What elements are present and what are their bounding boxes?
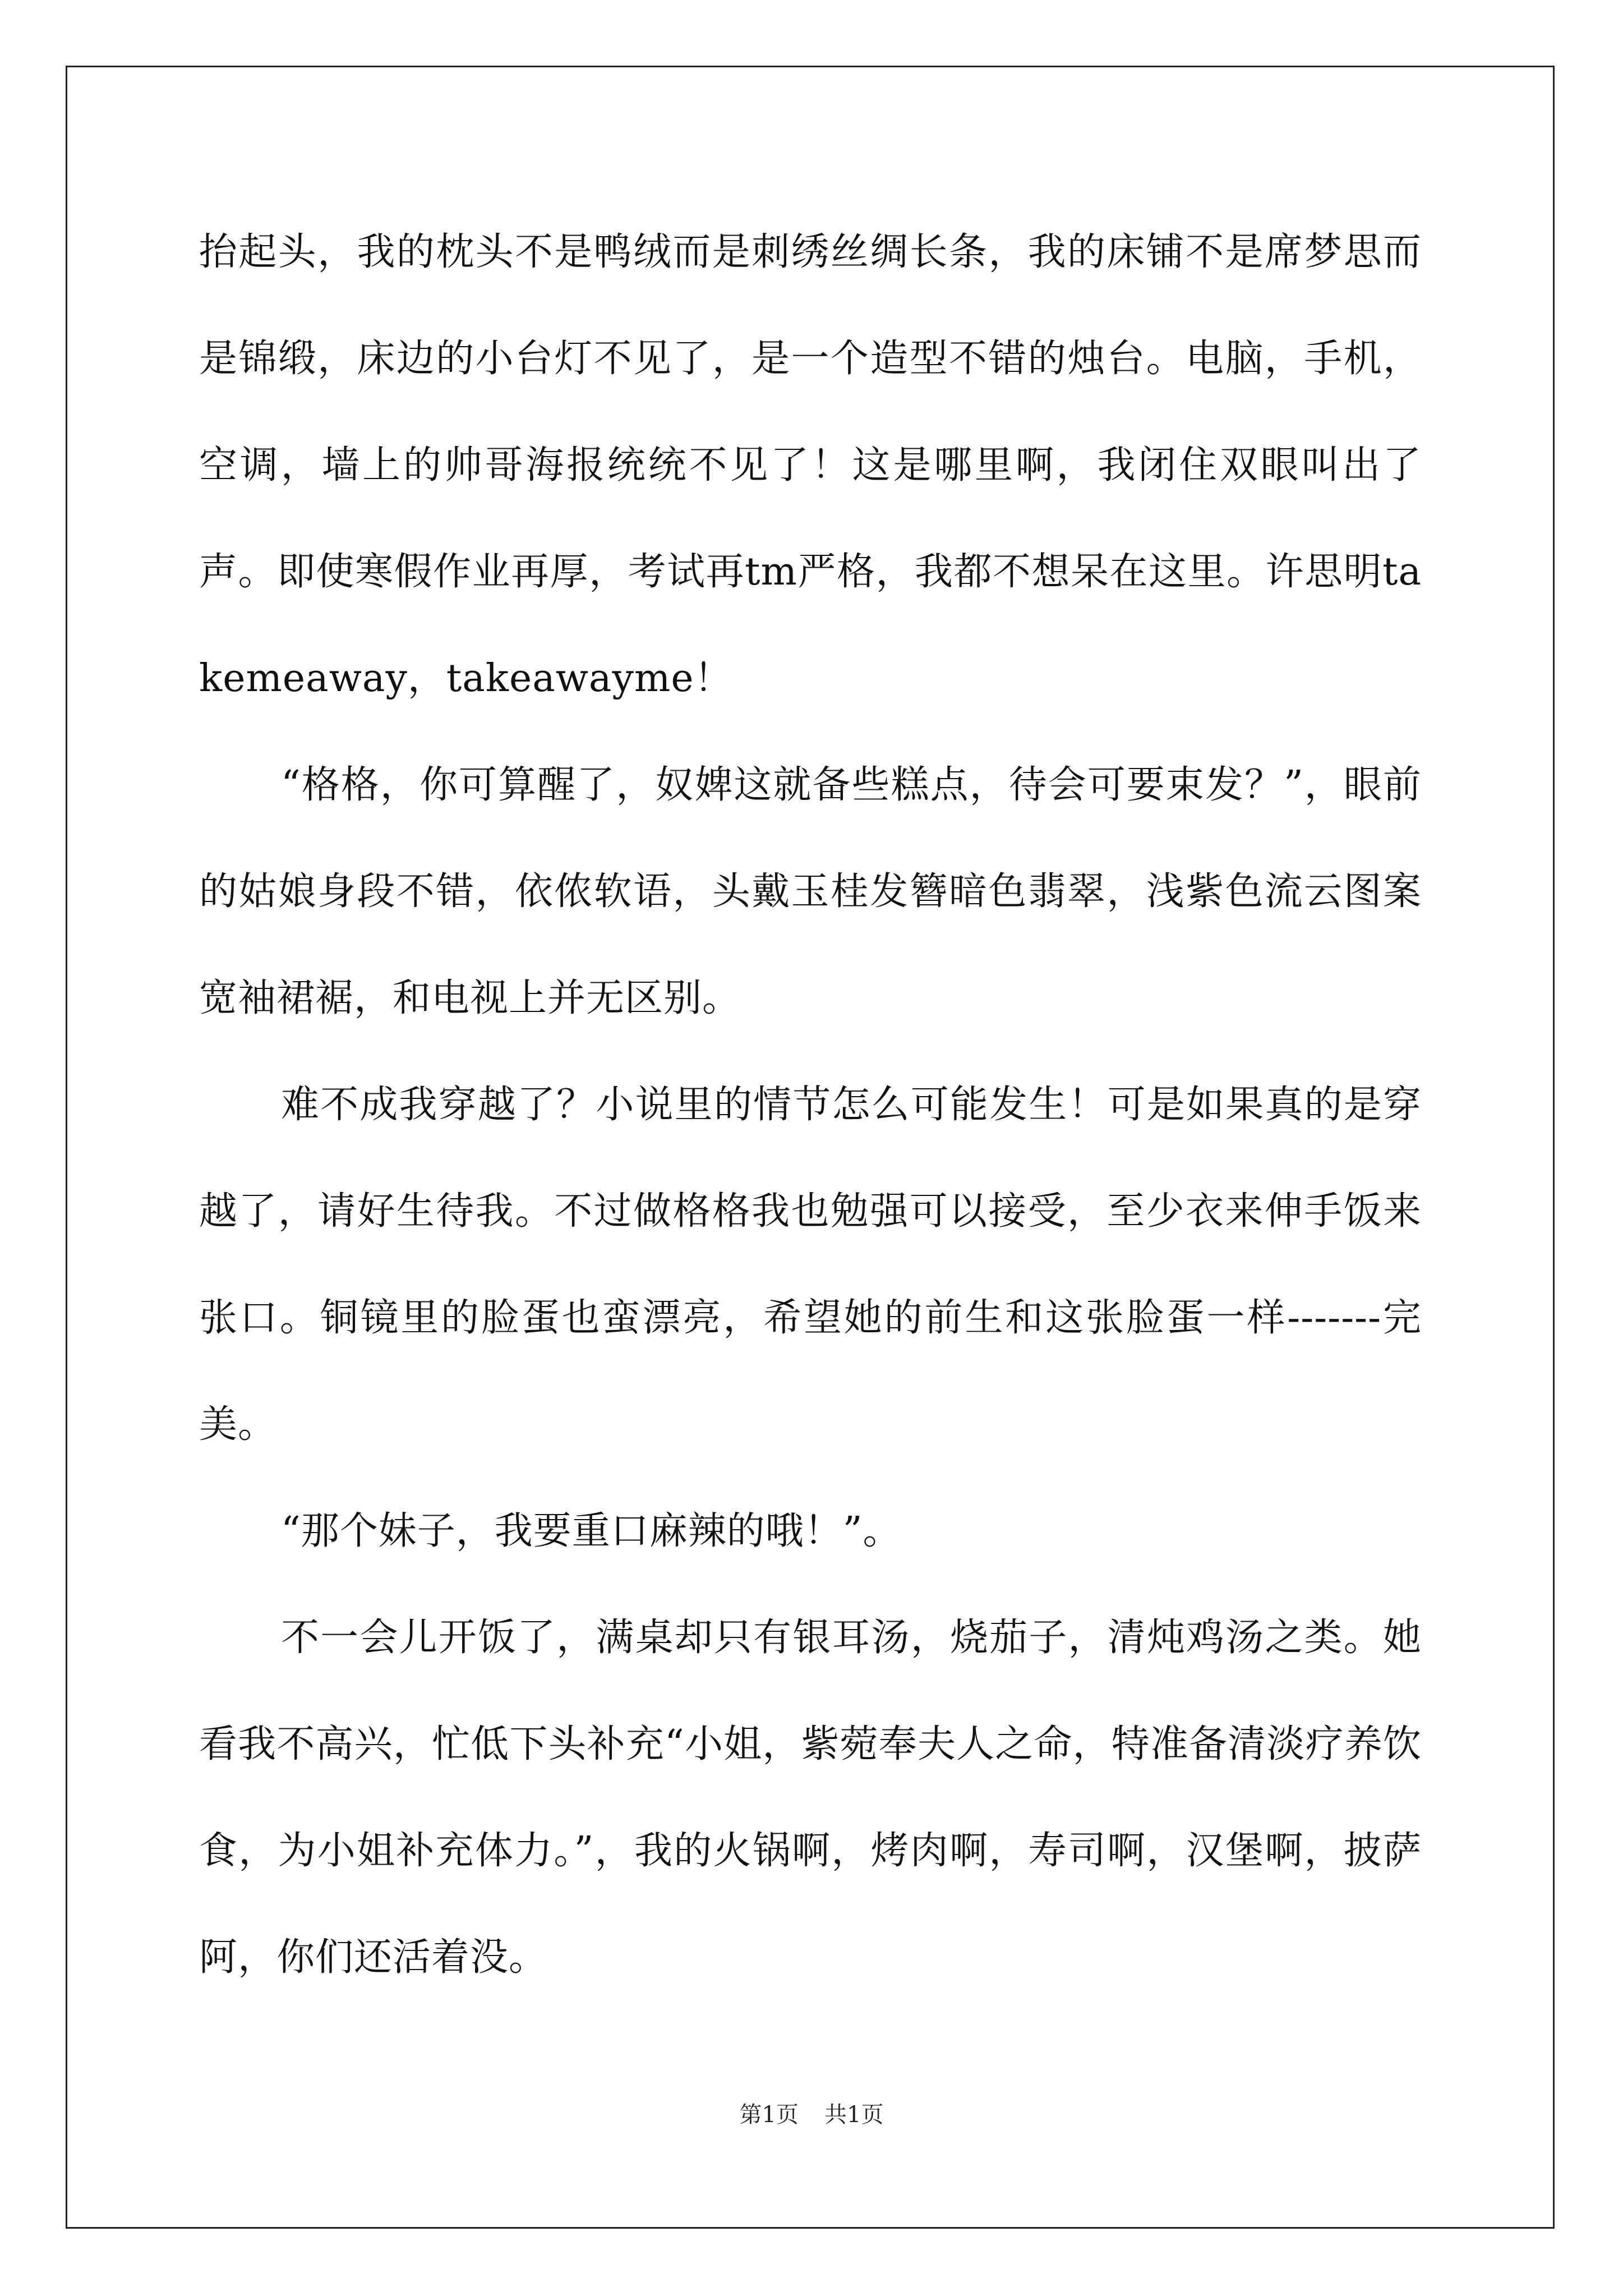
paragraph-4: “那个妹子，我要重口麻辣的哦！”。 [281, 1509, 902, 1553]
paragraph-5: 不一会儿开饭了，满桌却只有银耳汤，烧茄子，清炖鸡汤之类。她看我不高兴，忙低下头补充“小姐，紫菀奉夫人之命，特准备清淡疗养饮食，为小姐补充体力。”，我的火锅啊，烤肉啊，寿司啊，汉堡啊，披萨阿，你们还活着没。 [199, 1616, 1422, 1980]
page-footer [0, 2098, 1623, 2132]
page-number: 第1页 [739, 2102, 799, 2128]
document-body [199, 199, 1422, 2011]
paragraph-3: 难不成我穿越了？小说里的情节怎么可能发生！可是如果真的是穿越了，请好生待我。不过做格格我也勉强可以接受，至少衣来伸手饭来张口。铜镜里的脸蛋也蛮漂亮，希望她的前生和这张脸蛋一样-------完美。 [199, 1083, 1422, 1447]
total-pages: 共1页 [824, 2102, 884, 2128]
paragraph-2: “格格，你可算醒了，奴婢这就备些糕点，待会可要束发？”，眼前的姑娘身段不错，依侬软语，头戴玉桂发簪暗色翡翠，浅紫色流云图案宽袖裙裾，和电视上并无区别。 [199, 763, 1422, 1020]
paragraph-1: 抬起头，我的枕头不是鸭绒而是刺绣丝绸长条，我的床铺不是席梦思而是锦缎，床边的小台灯不见了，是一个造型不错的烛台。电脑，手机，空调，墙上的帅哥海报统统不见了！这是哪里啊，我闭住双眼叫出了声。即使寒假作业再厚，考试再tm严格，我都不想呆在这里。许思明takemeaway，takeawayme！ [199, 230, 1422, 701]
